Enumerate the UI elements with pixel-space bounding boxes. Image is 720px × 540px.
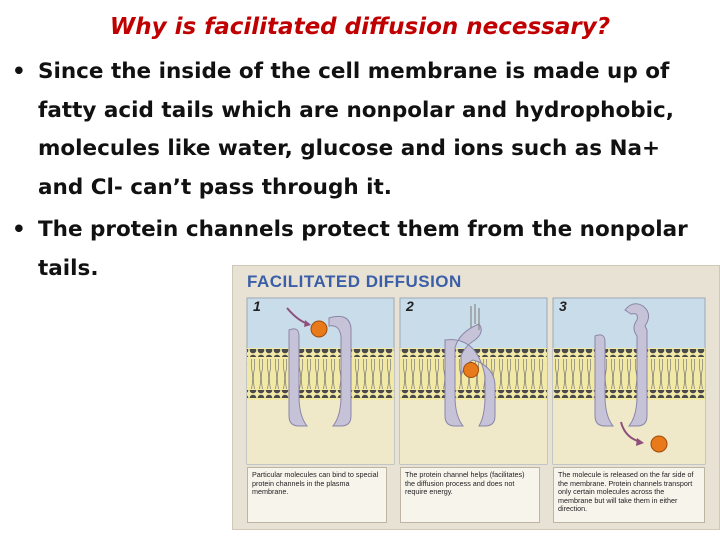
lipid-tails [553, 359, 705, 389]
panel-1 [247, 298, 394, 464]
bullet-text-2: The protein channels protect them from the nonpolar tails. [38, 217, 688, 281]
inner-head-row [247, 390, 394, 398]
bullet-glyph: • [12, 217, 26, 242]
lipid-tails [247, 359, 394, 389]
molecule [311, 321, 327, 337]
bullet-glyph: • [12, 59, 26, 84]
inner-head-row [553, 390, 705, 398]
inner-head-row [400, 390, 547, 398]
slide-title: Why is facilitated diffusion necessary? [109, 14, 611, 40]
bullet-text-1: Since the inside of the cell membrane is made up of fatty acid tails which are nonpolar and hydrophobic, molecules like water, glucose and ions such as Na+ and Cl- can’t pass through it. [38, 59, 674, 200]
molecule [651, 436, 667, 452]
panel-2 [400, 298, 547, 464]
bullet-item-1 [12, 53, 702, 207]
step-caption-1: Particular molecules can bind to special protein channels in the plasma membrane. [247, 467, 387, 523]
panel-3 [553, 298, 705, 464]
step-number-2: 2 [406, 298, 414, 314]
step-caption-3: The molecule is released on the far side of the membrane. Protein channels transport only certain molecules across the membrane but will take them in either direction. [553, 467, 705, 523]
facilitated-diffusion-figure [232, 265, 720, 530]
figure-title: FACILITATED DIFFUSION [247, 272, 462, 291]
molecule [464, 363, 479, 378]
step-caption-2: The protein channel helps (facilitates) the diffusion process and does not require energy. [400, 467, 540, 523]
outer-head-row [247, 349, 394, 357]
outer-head-row [553, 349, 705, 357]
step-number-3: 3 [559, 298, 567, 314]
step-number-1: 1 [253, 298, 261, 314]
